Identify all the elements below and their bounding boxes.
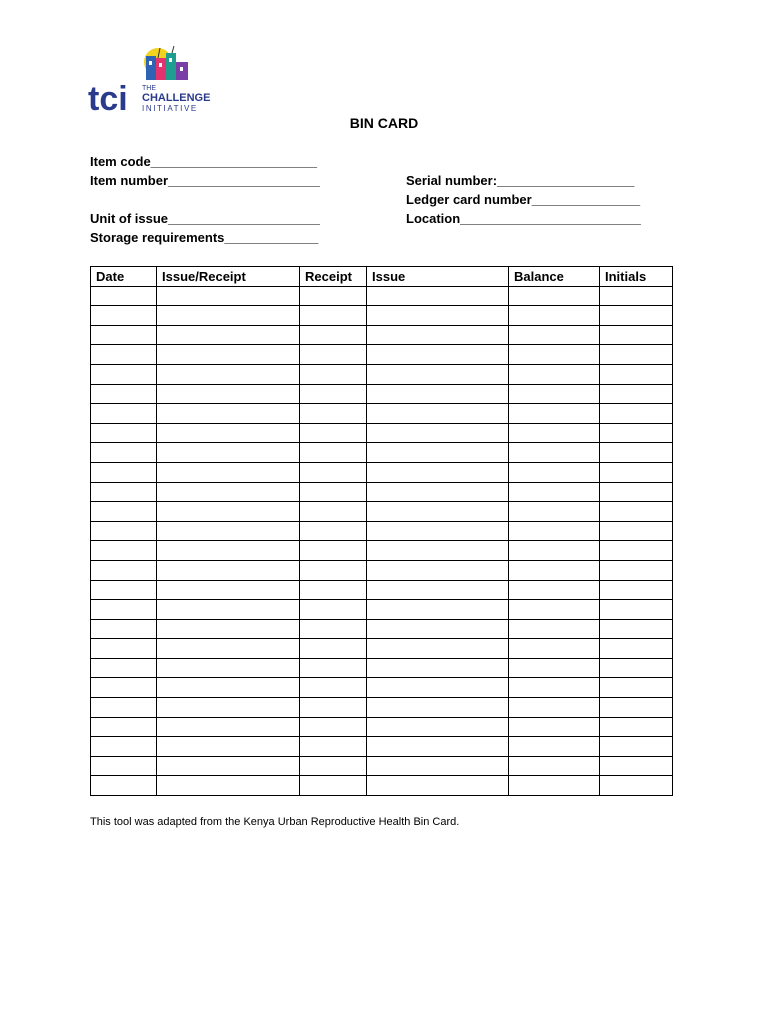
cell-balance[interactable] — [509, 482, 600, 502]
cell-receipt[interactable] — [300, 443, 367, 463]
cell-issue[interactable] — [367, 306, 509, 326]
cell-receipt[interactable] — [300, 600, 367, 620]
cell-issue-receipt[interactable] — [157, 364, 300, 384]
cell-receipt[interactable] — [300, 482, 367, 502]
header-balance: Balance — [509, 267, 600, 287]
cell-initials[interactable] — [600, 678, 673, 698]
cell-date[interactable] — [91, 462, 157, 482]
table-body — [91, 286, 673, 795]
cell-balance[interactable] — [509, 443, 600, 463]
cell-balance[interactable] — [509, 580, 600, 600]
cell-initials[interactable] — [600, 521, 673, 541]
cell-receipt[interactable] — [300, 462, 367, 482]
header-issue: Issue — [367, 267, 509, 287]
cell-receipt[interactable] — [300, 678, 367, 698]
cell-balance[interactable] — [509, 404, 600, 424]
cell-balance[interactable] — [509, 325, 600, 345]
cell-balance[interactable] — [509, 658, 600, 678]
table-row — [91, 600, 673, 620]
cell-date[interactable] — [91, 619, 157, 639]
cell-balance[interactable] — [509, 502, 600, 522]
cell-issue[interactable] — [367, 364, 509, 384]
cell-initials[interactable] — [600, 600, 673, 620]
cell-balance[interactable] — [509, 619, 600, 639]
cell-balance[interactable] — [509, 364, 600, 384]
table-row — [91, 286, 673, 306]
cell-date[interactable] — [91, 502, 157, 522]
cell-balance[interactable] — [509, 384, 600, 404]
table-row — [91, 462, 673, 482]
logo-line3: INITIATIVE — [142, 104, 198, 113]
cell-date[interactable] — [91, 325, 157, 345]
cell-issue[interactable] — [367, 658, 509, 678]
cell-issue-receipt[interactable] — [157, 443, 300, 463]
location-field[interactable]: Location_________________________ — [406, 211, 641, 226]
cell-receipt[interactable] — [300, 384, 367, 404]
table-row — [91, 560, 673, 580]
cell-date[interactable] — [91, 286, 157, 306]
cell-receipt[interactable] — [300, 345, 367, 365]
cell-date[interactable] — [91, 423, 157, 443]
cell-date[interactable] — [91, 756, 157, 776]
cell-initials[interactable] — [600, 462, 673, 482]
cell-balance[interactable] — [509, 345, 600, 365]
cell-initials[interactable] — [600, 384, 673, 404]
logo-tci-text: tci — [88, 80, 128, 116]
table-row — [91, 345, 673, 365]
cell-receipt[interactable] — [300, 541, 367, 561]
cell-initials[interactable] — [600, 580, 673, 600]
cell-receipt[interactable] — [300, 658, 367, 678]
table-header-row — [91, 267, 673, 287]
cell-issue[interactable] — [367, 502, 509, 522]
cell-initials[interactable] — [600, 286, 673, 306]
cell-balance[interactable] — [509, 423, 600, 443]
table-row — [91, 443, 673, 463]
table-row — [91, 776, 673, 796]
cell-issue-receipt[interactable] — [157, 600, 300, 620]
cell-issue-receipt[interactable] — [157, 560, 300, 580]
cell-initials[interactable] — [600, 658, 673, 678]
cell-issue[interactable] — [367, 521, 509, 541]
cell-initials[interactable] — [600, 423, 673, 443]
table-row — [91, 364, 673, 384]
cell-balance[interactable] — [509, 717, 600, 737]
cell-balance[interactable] — [509, 639, 600, 659]
cell-date[interactable] — [91, 482, 157, 502]
item-number-field[interactable]: Item number_____________________ — [90, 173, 320, 188]
cell-date[interactable] — [91, 384, 157, 404]
cell-issue[interactable] — [367, 462, 509, 482]
header-issue-receipt: Issue/Receipt — [157, 267, 300, 287]
cell-issue[interactable] — [367, 580, 509, 600]
cell-initials[interactable] — [600, 560, 673, 580]
table-row — [91, 678, 673, 698]
cell-issue-receipt[interactable] — [157, 423, 300, 443]
table-row — [91, 580, 673, 600]
table-row — [91, 737, 673, 757]
cell-issue-receipt[interactable] — [157, 678, 300, 698]
cell-issue-receipt[interactable] — [157, 502, 300, 522]
cell-receipt[interactable] — [300, 776, 367, 796]
cell-issue-receipt[interactable] — [157, 482, 300, 502]
table-row — [91, 404, 673, 424]
table-row — [91, 521, 673, 541]
cell-date[interactable] — [91, 717, 157, 737]
bin-card-table — [90, 266, 673, 796]
unit-of-issue-field[interactable]: Unit of issue_____________________ — [90, 211, 320, 226]
cell-balance[interactable] — [509, 521, 600, 541]
cell-balance[interactable] — [509, 462, 600, 482]
cell-issue-receipt[interactable] — [157, 404, 300, 424]
cell-initials[interactable] — [600, 737, 673, 757]
cell-initials[interactable] — [600, 756, 673, 776]
cell-receipt[interactable] — [300, 580, 367, 600]
cell-initials[interactable] — [600, 717, 673, 737]
cell-issue-receipt[interactable] — [157, 286, 300, 306]
cell-issue[interactable] — [367, 717, 509, 737]
footer-note: This tool was adapted from the Kenya Urban Reproductive Health Bin Card. — [90, 816, 460, 828]
cell-issue-receipt[interactable] — [157, 776, 300, 796]
cell-initials[interactable] — [600, 443, 673, 463]
cell-date[interactable] — [91, 521, 157, 541]
cell-date[interactable] — [91, 776, 157, 796]
cell-receipt[interactable] — [300, 521, 367, 541]
cell-issue-receipt[interactable] — [157, 639, 300, 659]
cell-issue-receipt[interactable] — [157, 306, 300, 326]
table-row — [91, 698, 673, 718]
cell-date[interactable] — [91, 306, 157, 326]
cell-issue[interactable] — [367, 698, 509, 718]
cell-issue-receipt[interactable] — [157, 619, 300, 639]
cell-issue-receipt[interactable] — [157, 325, 300, 345]
cell-date[interactable] — [91, 404, 157, 424]
storage-requirements-field[interactable]: Storage requirements_____________ — [90, 230, 319, 245]
cell-initials[interactable] — [600, 639, 673, 659]
cell-date[interactable] — [91, 560, 157, 580]
cell-issue[interactable] — [367, 325, 509, 345]
cell-initials[interactable] — [600, 482, 673, 502]
cell-issue-receipt[interactable] — [157, 345, 300, 365]
cell-issue[interactable] — [367, 482, 509, 502]
cell-issue[interactable] — [367, 560, 509, 580]
cell-initials[interactable] — [600, 306, 673, 326]
table-row — [91, 306, 673, 326]
cell-issue-receipt[interactable] — [157, 658, 300, 678]
cell-receipt[interactable] — [300, 325, 367, 345]
cell-issue-receipt[interactable] — [157, 756, 300, 776]
table-row — [91, 639, 673, 659]
cell-date[interactable] — [91, 580, 157, 600]
cell-issue-receipt[interactable] — [157, 541, 300, 561]
cell-issue[interactable] — [367, 443, 509, 463]
cell-issue[interactable] — [367, 639, 509, 659]
cell-receipt[interactable] — [300, 639, 367, 659]
serial-number-field[interactable]: Serial number:___________________ — [406, 173, 635, 188]
cell-balance[interactable] — [509, 306, 600, 326]
cell-issue[interactable] — [367, 384, 509, 404]
table-row — [91, 482, 673, 502]
cell-balance[interactable] — [509, 600, 600, 620]
ledger-card-number-field[interactable]: Ledger card number_______________ — [406, 192, 641, 207]
cell-balance[interactable] — [509, 541, 600, 561]
cell-initials[interactable] — [600, 364, 673, 384]
cell-date[interactable] — [91, 698, 157, 718]
cell-balance[interactable] — [509, 776, 600, 796]
cell-issue[interactable] — [367, 423, 509, 443]
cell-balance[interactable] — [509, 698, 600, 718]
cell-balance[interactable] — [509, 737, 600, 757]
logo-line2: CHALLENGE — [142, 92, 211, 104]
cell-date[interactable] — [91, 345, 157, 365]
tci-logo — [88, 44, 218, 116]
cell-date[interactable] — [91, 737, 157, 757]
cell-issue-receipt[interactable] — [157, 521, 300, 541]
cell-initials[interactable] — [600, 404, 673, 424]
table-row — [91, 541, 673, 561]
table-row — [91, 423, 673, 443]
header-initials: Initials — [600, 267, 673, 287]
cell-issue[interactable] — [367, 541, 509, 561]
cell-initials[interactable] — [600, 776, 673, 796]
logo-line1: THE — [142, 85, 156, 92]
table-row — [91, 756, 673, 776]
cell-issue[interactable] — [367, 737, 509, 757]
cell-issue-receipt[interactable] — [157, 717, 300, 737]
cell-receipt[interactable] — [300, 502, 367, 522]
cell-date[interactable] — [91, 541, 157, 561]
cell-issue[interactable] — [367, 404, 509, 424]
cell-balance[interactable] — [509, 560, 600, 580]
cell-issue-receipt[interactable] — [157, 384, 300, 404]
table-row — [91, 717, 673, 737]
cell-issue-receipt[interactable] — [157, 737, 300, 757]
cell-issue[interactable] — [367, 619, 509, 639]
table-row — [91, 325, 673, 345]
table-row — [91, 502, 673, 522]
cell-issue-receipt[interactable] — [157, 580, 300, 600]
cell-receipt[interactable] — [300, 756, 367, 776]
cell-balance[interactable] — [509, 756, 600, 776]
cell-receipt[interactable] — [300, 698, 367, 718]
cell-date[interactable] — [91, 658, 157, 678]
cell-receipt[interactable] — [300, 364, 367, 384]
table-row — [91, 619, 673, 639]
cell-issue[interactable] — [367, 286, 509, 306]
cell-initials[interactable] — [600, 698, 673, 718]
cell-issue[interactable] — [367, 345, 509, 365]
cell-initials[interactable] — [600, 502, 673, 522]
cell-receipt[interactable] — [300, 423, 367, 443]
cell-date[interactable] — [91, 639, 157, 659]
table-row — [91, 658, 673, 678]
cell-receipt[interactable] — [300, 619, 367, 639]
cell-issue[interactable] — [367, 776, 509, 796]
cell-initials[interactable] — [600, 541, 673, 561]
cell-issue[interactable] — [367, 756, 509, 776]
cell-date[interactable] — [91, 364, 157, 384]
cell-date[interactable] — [91, 678, 157, 698]
cell-initials[interactable] — [600, 619, 673, 639]
cell-receipt[interactable] — [300, 717, 367, 737]
cell-balance[interactable] — [509, 678, 600, 698]
cell-receipt[interactable] — [300, 560, 367, 580]
cell-initials[interactable] — [600, 345, 673, 365]
header-receipt: Receipt — [300, 267, 367, 287]
cell-receipt[interactable] — [300, 404, 367, 424]
cell-issue-receipt[interactable] — [157, 462, 300, 482]
item-code-field[interactable]: Item code_______________________ — [90, 154, 317, 169]
header-date: Date — [91, 267, 157, 287]
cell-receipt[interactable] — [300, 737, 367, 757]
table-row — [91, 384, 673, 404]
cell-issue[interactable] — [367, 600, 509, 620]
page-title: BIN CARD — [349, 115, 419, 131]
cell-issue-receipt[interactable] — [157, 698, 300, 718]
cell-issue[interactable] — [367, 678, 509, 698]
cell-balance[interactable] — [509, 286, 600, 306]
cell-receipt[interactable] — [300, 306, 367, 326]
cell-date[interactable] — [91, 600, 157, 620]
cell-date[interactable] — [91, 443, 157, 463]
cell-initials[interactable] — [600, 325, 673, 345]
cell-receipt[interactable] — [300, 286, 367, 306]
